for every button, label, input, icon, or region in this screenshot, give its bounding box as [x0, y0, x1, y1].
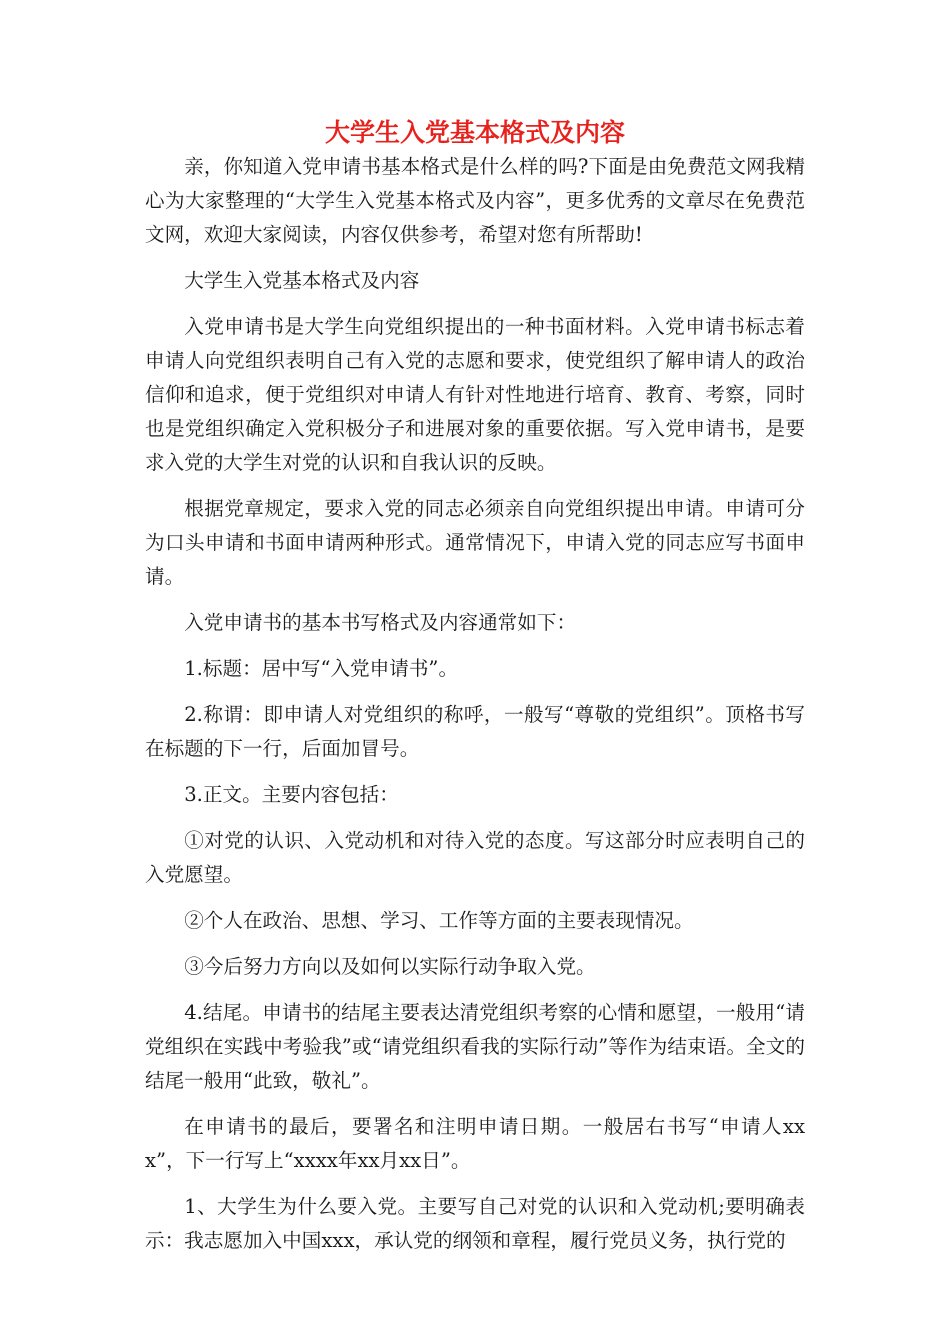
list-item-paragraph: 4.结尾。申请书的结尾主要表达清党组织考察的心情和愿望，一般用“请党组织在实践中考验我”或“请党组织看我的实际行动”等作为结束语。全文的结尾一般用“此致，敬礼”。: [145, 1001, 805, 1092]
list-item-paragraph: ③今后努力方向以及如何以实际行动争取入党。: [184, 955, 596, 978]
list-item-paragraph: 2.称谓：即申请人对党组织的称呼，一般写“尊敬的党组织”。顶格书写在标题的下一行，后面加冒号。: [145, 703, 805, 760]
list-item-paragraph: 3.正文。主要内容包括：: [184, 783, 399, 806]
intro-paragraph: 亲，你知道入党申请书基本格式是什么样的吗?下面是由免费范文网我精心为大家整理的“大学生入党基本格式及内容”，更多优秀的文章尽在免费范文网，欢迎大家阅读，内容仅供参考，希望对您有所帮助!: [145, 155, 805, 246]
subheading-paragraph: 大学生入党基本格式及内容: [184, 269, 420, 292]
body-paragraph: 在申请书的最后，要署名和注明申请日期。一般居右书写“申请人xxx”，下一行写上“xxxx年xx月xx日”。: [145, 1115, 805, 1172]
list-item-paragraph: 1.标题：居中写“入党申请书”。: [184, 657, 459, 680]
document-body: [145, 150, 805, 1270]
body-paragraph: 根据党章规定，要求入党的同志必须亲自向党组织提出申请。申请可分为口头申请和书面申请两种形式。通常情况下，申请入党的同志应写书面申请。: [145, 497, 805, 588]
body-paragraph: 入党申请书是大学生向党组织提出的一种书面材料。入党申请书标志着申请人向党组织表明自己有入党的志愿和要求，使党组织了解申请人的政治信仰和追求，便于党组织对申请人有针对性地进行培育、教育、考察，同时也是党组织确定入党积极分子和进展对象的重要依据。写入党申请书，是要求入党的大学生对党的认识和自我认识的反映。: [145, 315, 805, 474]
document-title: 大学生入党基本格式及内容: [324, 118, 625, 147]
list-item-paragraph: ①对党的认识、入党动机和对待入党的态度。写这部分时应表明自己的入党愿望。: [145, 829, 805, 886]
list-item-paragraph: ②个人在政治、思想、学习、工作等方面的主要表现情况。: [184, 909, 694, 932]
body-paragraph: 1、大学生为什么要入党。主要写自己对党的认识和入党动机;要明确表示：我志愿加入中国xxx，承认党的纲领和章程，履行党员义务，执行党的: [145, 1195, 805, 1252]
body-paragraph: 入党申请书的基本书写格式及内容通常如下：: [184, 611, 577, 634]
